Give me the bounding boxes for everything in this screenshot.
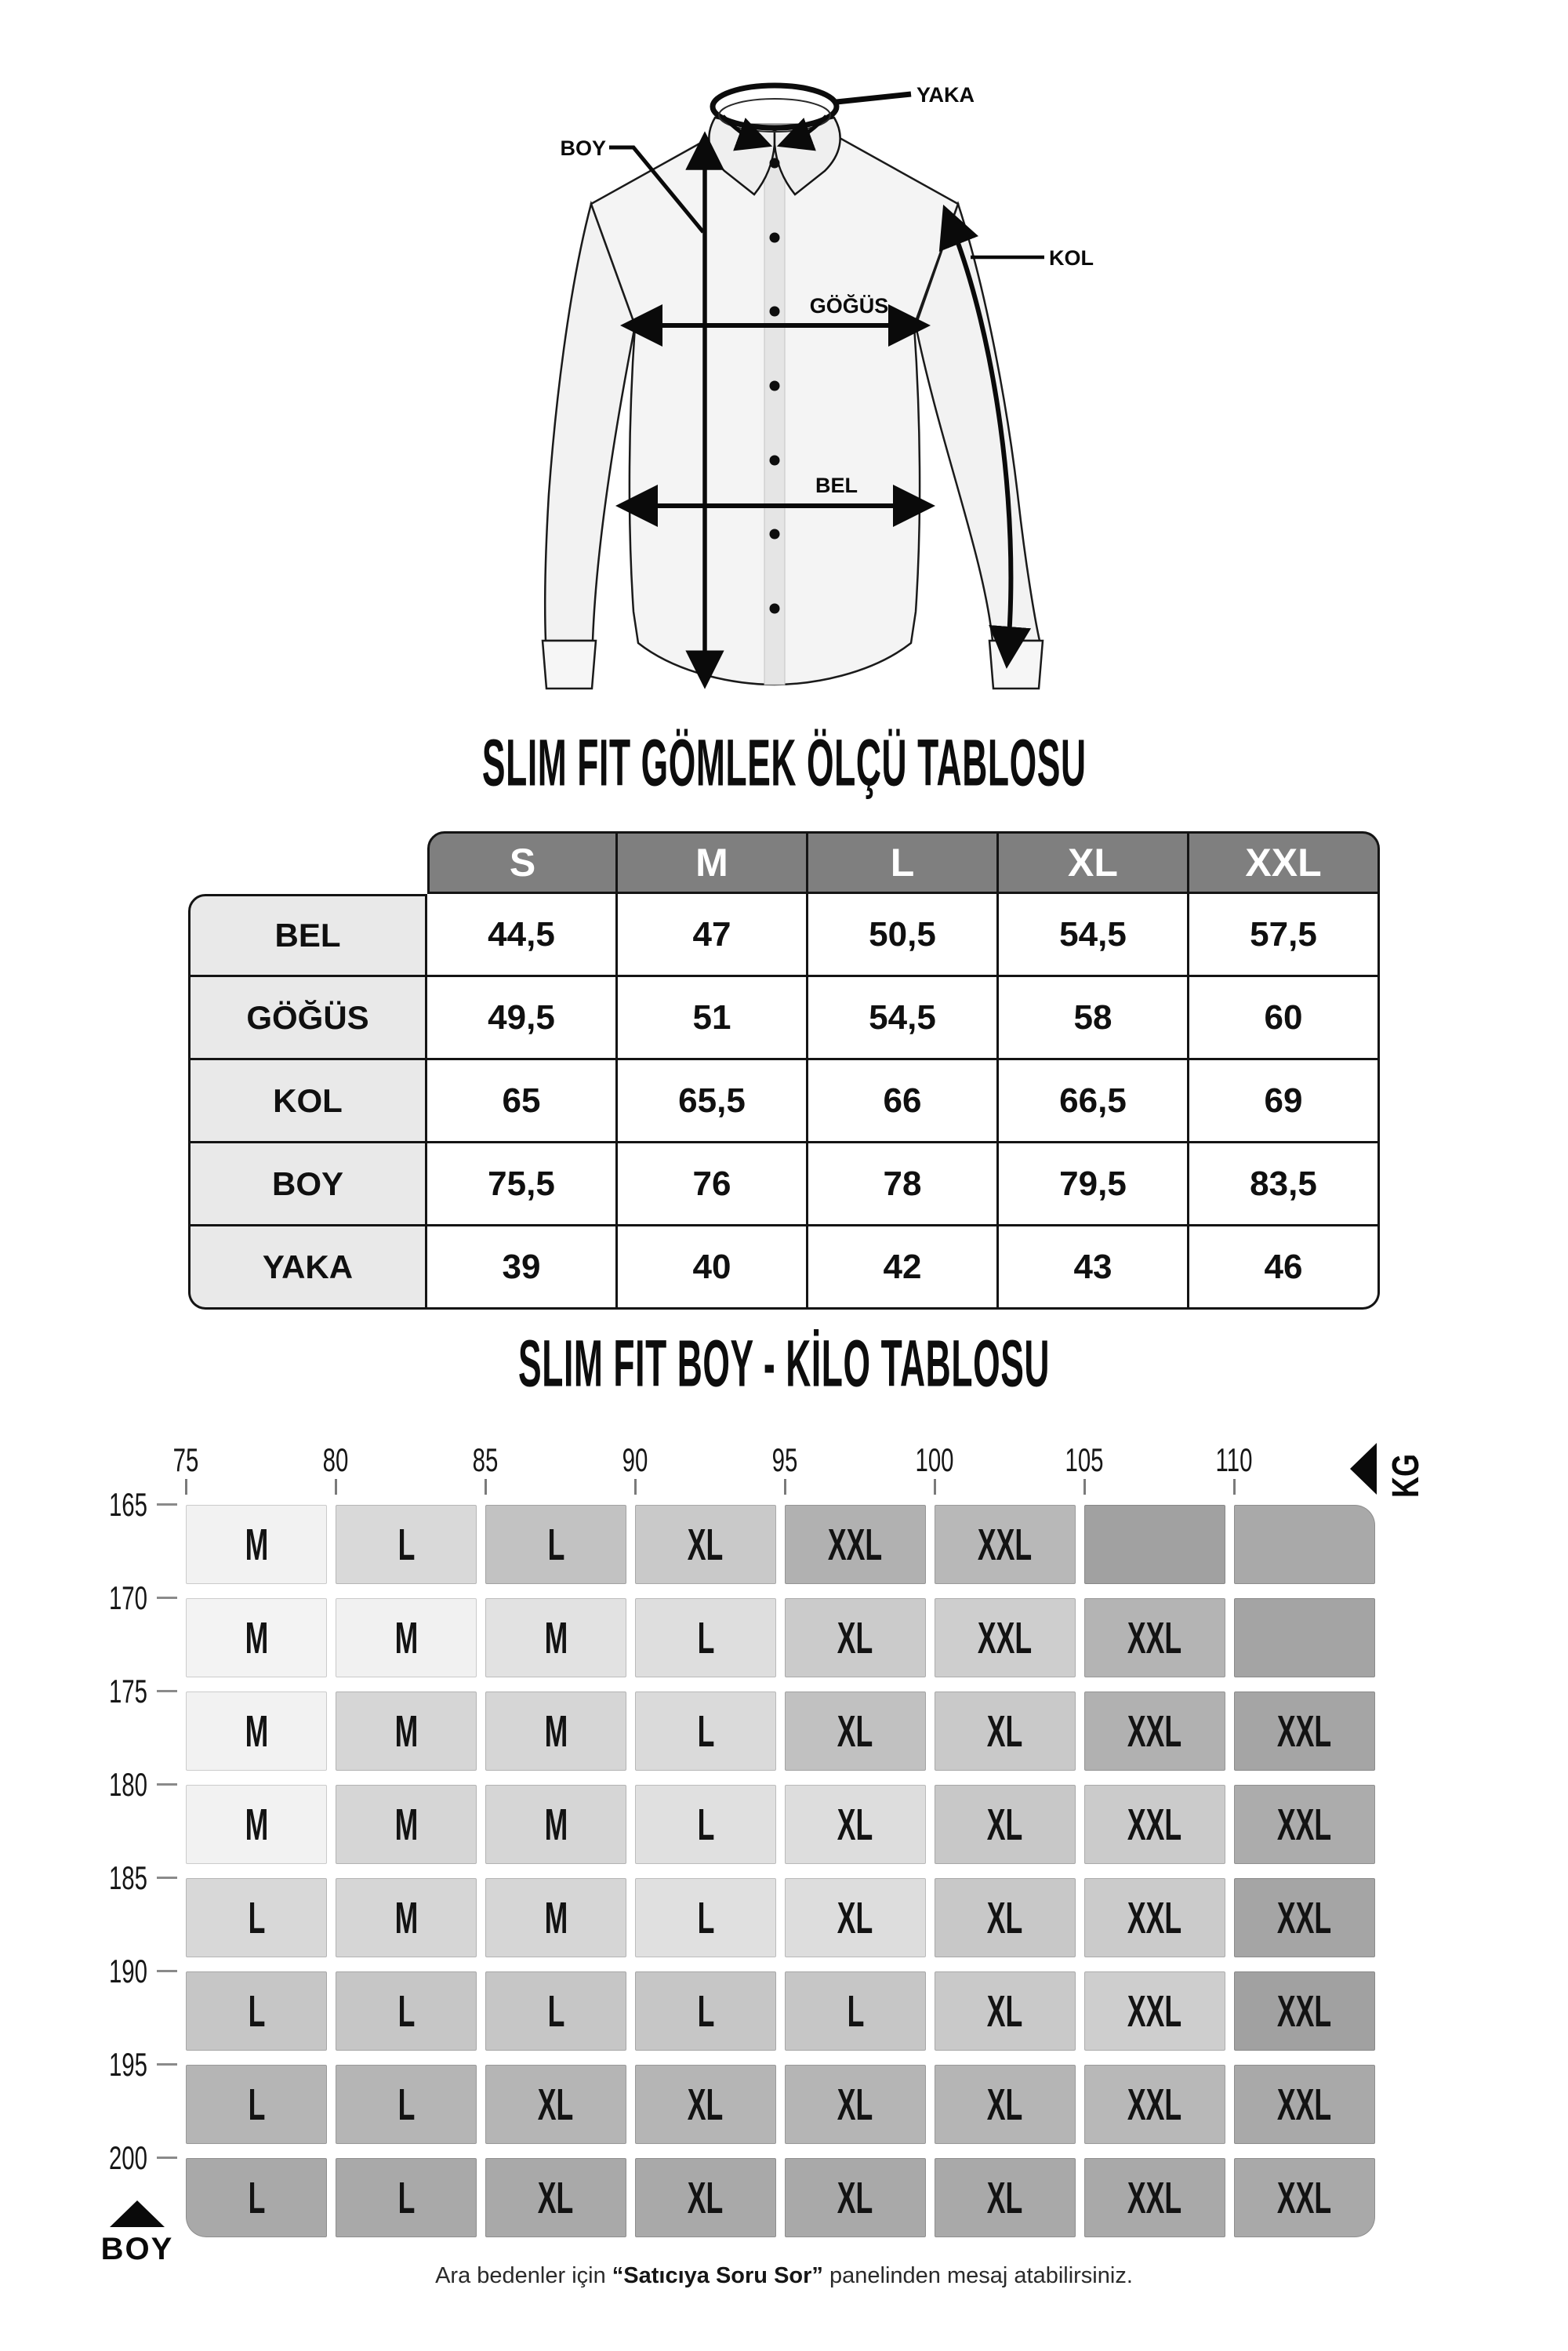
fit-cell <box>336 1878 477 1957</box>
fit-cell <box>635 1971 776 2051</box>
size-column-header: XL <box>999 831 1189 894</box>
size-value-cell: 50,5 <box>808 894 999 977</box>
fit-cell-size: L <box>697 1800 714 1849</box>
fit-table-title: SLIM FIT BOY - KİLO TABLOSU <box>517 1326 1051 1401</box>
height-tick-label: 175 <box>108 1673 147 1710</box>
fit-cell-size: M <box>394 1706 418 1756</box>
fit-cell-size: XXL <box>1277 2173 1332 2222</box>
fit-cell <box>186 1878 327 1957</box>
fit-cell-size: XL <box>987 1893 1023 1942</box>
size-value-cell: 78 <box>808 1143 999 1226</box>
size-value-cell: 46 <box>1189 1226 1380 1310</box>
weight-axis-unit: KG <box>1385 1453 1427 1498</box>
fit-cell <box>1234 1971 1375 2051</box>
table-corner-spacer <box>188 831 427 894</box>
fit-cell-size: L <box>397 1986 415 2036</box>
size-row-label: KOL <box>188 1060 427 1143</box>
fit-cell <box>485 1598 626 1677</box>
footer-note <box>0 2263 1568 2289</box>
fit-cell-size: XL <box>688 2080 724 2129</box>
fit-cell-size: XL <box>987 1706 1023 1756</box>
fit-cell <box>1084 1505 1225 1584</box>
fit-cell <box>935 2065 1076 2144</box>
fit-cell <box>336 1785 477 1864</box>
height-tick-mark <box>157 2157 177 2159</box>
fit-cell <box>1084 1971 1225 2051</box>
fit-cell <box>1234 1878 1375 1957</box>
fit-cell-size: M <box>544 1800 568 1849</box>
fit-cell <box>1084 1785 1225 1864</box>
fit-cell <box>186 1598 327 1677</box>
boy-diagram-label: BOY <box>560 136 606 160</box>
size-table <box>188 831 1380 1310</box>
size-row-label: BOY <box>188 1143 427 1226</box>
fit-cell-size: XL <box>837 1800 873 1849</box>
fit-cell <box>186 2065 327 2144</box>
weight-tick-label: 85 <box>472 1441 499 1478</box>
fit-cell-size: XL <box>987 1800 1023 1849</box>
weight-tick-mark <box>185 1479 187 1495</box>
fit-cell-size: XXL <box>1277 1706 1332 1756</box>
fit-cell <box>485 2065 626 2144</box>
fit-cell-size: XXL <box>978 1613 1033 1662</box>
size-value-cell: 79,5 <box>999 1143 1189 1226</box>
size-column-header: L <box>808 831 999 894</box>
weight-tick-label: 100 <box>915 1441 954 1478</box>
weight-tick-mark <box>784 1479 786 1495</box>
size-value-cell: 65 <box>427 1060 618 1143</box>
fit-cell-size: XXL <box>1127 1986 1182 2036</box>
fit-cell <box>935 2158 1076 2237</box>
size-value-cell: 83,5 <box>1189 1143 1380 1226</box>
weight-tick-mark <box>1083 1479 1086 1495</box>
fit-cell <box>635 2158 776 2237</box>
fit-cell-size: XXL <box>1277 2080 1332 2129</box>
fit-cell-size: XXL <box>1127 1893 1182 1942</box>
height-tick-label: 180 <box>108 1766 147 1803</box>
size-column-header: M <box>618 831 808 894</box>
bel-diagram-label: BEL <box>815 474 858 497</box>
weight-tick-label: 110 <box>1215 1441 1253 1478</box>
size-value-cell: 66 <box>808 1060 999 1143</box>
fit-cell-size: M <box>245 1613 268 1662</box>
fit-cell <box>1084 1598 1225 1677</box>
fit-cell-size: XXL <box>1277 1893 1332 1942</box>
placket <box>764 136 785 685</box>
fit-cell-size: XXL <box>1127 1706 1182 1756</box>
fit-cell-size: M <box>245 1706 268 1756</box>
weight-tick-label: 95 <box>771 1441 798 1478</box>
height-tick-label: 165 <box>108 1486 147 1523</box>
size-row-label: GÖĞÜS <box>188 977 427 1060</box>
fit-cell <box>785 1785 926 1864</box>
fit-cell-size: XL <box>538 2173 574 2222</box>
fit-cell-size: L <box>248 2173 265 2222</box>
fit-cell <box>935 1878 1076 1957</box>
fit-cell-size: XL <box>987 1986 1023 2036</box>
fit-cell-size: L <box>397 2080 415 2129</box>
fit-cell-size: M <box>544 1706 568 1756</box>
fit-cell-size: XL <box>538 2080 574 2129</box>
height-tick-mark <box>157 1597 177 1599</box>
size-value-cell: 54,5 <box>808 977 999 1060</box>
left-cuff <box>543 641 596 689</box>
fit-cell-size: L <box>397 1520 415 1569</box>
fit-cell-size: L <box>248 1986 265 2036</box>
fit-cell <box>1234 2158 1375 2237</box>
size-value-cell: 40 <box>618 1226 808 1310</box>
fit-cell-size: XXL <box>1277 1986 1332 2036</box>
weight-tick-label: 90 <box>622 1441 648 1478</box>
fit-cell <box>336 1505 477 1584</box>
fit-cell <box>1234 1785 1375 1864</box>
fit-cell <box>1234 1691 1375 1771</box>
fit-cell-size: L <box>397 2173 415 2222</box>
fit-cell <box>635 1505 776 1584</box>
fit-cell <box>635 1598 776 1677</box>
fit-cell <box>485 1878 626 1957</box>
fit-cell-size: L <box>248 2080 265 2129</box>
height-tick-mark <box>157 1877 177 1879</box>
size-value-cell: 44,5 <box>427 894 618 977</box>
fit-cell <box>935 1691 1076 1771</box>
fit-cell <box>935 1785 1076 1864</box>
size-table-title: SLIM FIT GÖMLEK ÖLÇÜ TABLOSU <box>481 725 1087 800</box>
height-tick-label: 170 <box>108 1579 147 1616</box>
fit-cell <box>785 1505 926 1584</box>
yaka-connector <box>837 94 911 102</box>
height-tick-label: 190 <box>108 1953 147 1989</box>
fit-cell <box>785 2158 926 2237</box>
fit-cell <box>186 1785 327 1864</box>
fit-cell <box>485 2158 626 2237</box>
fit-cell <box>336 2065 477 2144</box>
fit-cell-size: XL <box>837 1613 873 1662</box>
fit-cell-size: M <box>544 1613 568 1662</box>
fit-cell-size: M <box>394 1893 418 1942</box>
fit-cell-size: XL <box>837 1893 873 1942</box>
size-value-cell: 57,5 <box>1189 894 1380 977</box>
fit-cell-size: L <box>547 1986 564 2036</box>
size-column-header: XXL <box>1189 831 1380 894</box>
fit-cell <box>935 1598 1076 1677</box>
size-value-cell: 54,5 <box>999 894 1189 977</box>
fit-cell-size: M <box>245 1520 268 1569</box>
weight-tick-mark <box>934 1479 936 1495</box>
size-value-cell: 51 <box>618 977 808 1060</box>
height-tick-mark <box>157 2063 177 2066</box>
height-tick-label: 185 <box>108 1859 147 1896</box>
weight-tick-mark <box>634 1479 637 1495</box>
fit-cell-size: M <box>394 1800 418 1849</box>
size-value-cell: 69 <box>1189 1060 1380 1143</box>
size-value-cell: 65,5 <box>618 1060 808 1143</box>
yaka-diagram-label: YAKA <box>916 83 975 107</box>
height-axis-unit: BOY <box>100 2232 174 2266</box>
fit-cell-size: XXL <box>828 1520 883 1569</box>
fit-cell-size: L <box>697 1986 714 2036</box>
size-row-label: YAKA <box>188 1226 427 1310</box>
fit-cell-size: XXL <box>1127 2080 1182 2129</box>
fit-grid <box>186 1505 1375 2237</box>
fit-cell-size: XXL <box>1277 1800 1332 1849</box>
fit-cell <box>935 1505 1076 1584</box>
collar-measure-ellipse <box>713 85 837 128</box>
left-arrow-icon <box>1350 1443 1377 1495</box>
fit-cell-size: L <box>697 1613 714 1662</box>
fit-cell <box>336 2158 477 2237</box>
footer-bold: “Satıcıya Soru Sor” <box>612 2263 823 2288</box>
size-value-cell: 58 <box>999 977 1189 1060</box>
height-tick-label: 200 <box>108 2139 147 2176</box>
fit-cell-size: M <box>394 1613 418 1662</box>
fit-cell <box>1084 2158 1225 2237</box>
fit-cell-size: XXL <box>1127 1800 1182 1849</box>
fit-cell <box>635 1785 776 1864</box>
fit-cell <box>1084 1691 1225 1771</box>
size-value-cell: 47 <box>618 894 808 977</box>
fit-cell-size: L <box>547 1520 564 1569</box>
height-tick-mark <box>157 1783 177 1786</box>
fit-cell <box>1234 2065 1375 2144</box>
fit-cell <box>485 1971 626 2051</box>
size-value-cell: 43 <box>999 1226 1189 1310</box>
height-tick-mark <box>157 1690 177 1692</box>
weight-tick-label: 105 <box>1065 1441 1104 1478</box>
fit-cell <box>785 1691 926 1771</box>
fit-cell-size: XL <box>837 2173 873 2222</box>
right-cuff <box>989 641 1043 689</box>
fit-cell <box>635 2065 776 2144</box>
size-column-header: S <box>427 831 618 894</box>
fit-cell <box>1234 1505 1375 1584</box>
fit-cell <box>935 1971 1076 2051</box>
size-value-cell: 42 <box>808 1226 999 1310</box>
gogus-diagram-label: GÖĞÜS <box>809 294 889 318</box>
size-value-cell: 76 <box>618 1143 808 1226</box>
fit-cell <box>785 2065 926 2144</box>
weight-tick-label: 75 <box>172 1441 199 1478</box>
size-value-cell: 49,5 <box>427 977 618 1060</box>
height-tick-mark <box>157 1970 177 1972</box>
height-tick-mark <box>157 1503 177 1506</box>
fit-cell <box>485 1785 626 1864</box>
fit-cell <box>635 1691 776 1771</box>
fit-cell-size: L <box>847 1986 864 2036</box>
fit-cell <box>485 1505 626 1584</box>
kol-diagram-label: KOL <box>1049 246 1094 270</box>
fit-cell-size: M <box>245 1800 268 1849</box>
fit-cell-size: L <box>697 1893 714 1942</box>
fit-cell <box>1084 1878 1225 1957</box>
footer-suffix: panelinden mesaj atabilirsiniz. <box>822 2263 1133 2288</box>
fit-cell <box>1084 2065 1225 2144</box>
height-tick-label: 195 <box>108 2046 147 2083</box>
weight-tick-label: 80 <box>322 1441 349 1478</box>
fit-cell-size: XXL <box>1127 2173 1182 2222</box>
fit-cell-size: XXL <box>978 1520 1033 1569</box>
fit-cell-size: XL <box>688 2173 724 2222</box>
weight-tick-mark <box>335 1479 337 1495</box>
fit-cell-size: XL <box>688 1520 724 1569</box>
fit-cell-size: XL <box>837 1706 873 1756</box>
fit-cell <box>186 1505 327 1584</box>
fit-cell <box>635 1878 776 1957</box>
fit-cell <box>186 1691 327 1771</box>
size-value-cell: 75,5 <box>427 1143 618 1226</box>
size-value-cell: 60 <box>1189 977 1380 1060</box>
fit-cell <box>785 1598 926 1677</box>
weight-tick-mark <box>485 1479 487 1495</box>
fit-cell-size: XL <box>987 2173 1023 2222</box>
fit-cell <box>1234 1598 1375 1677</box>
size-value-cell: 66,5 <box>999 1060 1189 1143</box>
up-arrow-icon <box>110 2200 165 2227</box>
fit-cell-size: XL <box>987 2080 1023 2129</box>
footer-prefix: Ara bedenler için <box>435 2263 612 2288</box>
fit-cell-size: XXL <box>1127 1613 1182 1662</box>
fit-cell-size: L <box>697 1706 714 1756</box>
fit-cell <box>186 2158 327 2237</box>
fit-cell <box>336 1598 477 1677</box>
fit-cell-size: L <box>248 1893 265 1942</box>
fit-cell <box>785 1971 926 2051</box>
size-value-cell: 39 <box>427 1226 618 1310</box>
fit-cell <box>336 1971 477 2051</box>
shirt-diagram <box>502 71 1098 698</box>
fit-cell <box>485 1691 626 1771</box>
fit-cell-size: M <box>544 1893 568 1942</box>
fit-cell <box>186 1971 327 2051</box>
fit-cell <box>785 1878 926 1957</box>
weight-tick-mark <box>1233 1479 1236 1495</box>
fit-cell-size: XL <box>837 2080 873 2129</box>
fit-cell <box>336 1691 477 1771</box>
size-row-label: BEL <box>188 894 427 977</box>
